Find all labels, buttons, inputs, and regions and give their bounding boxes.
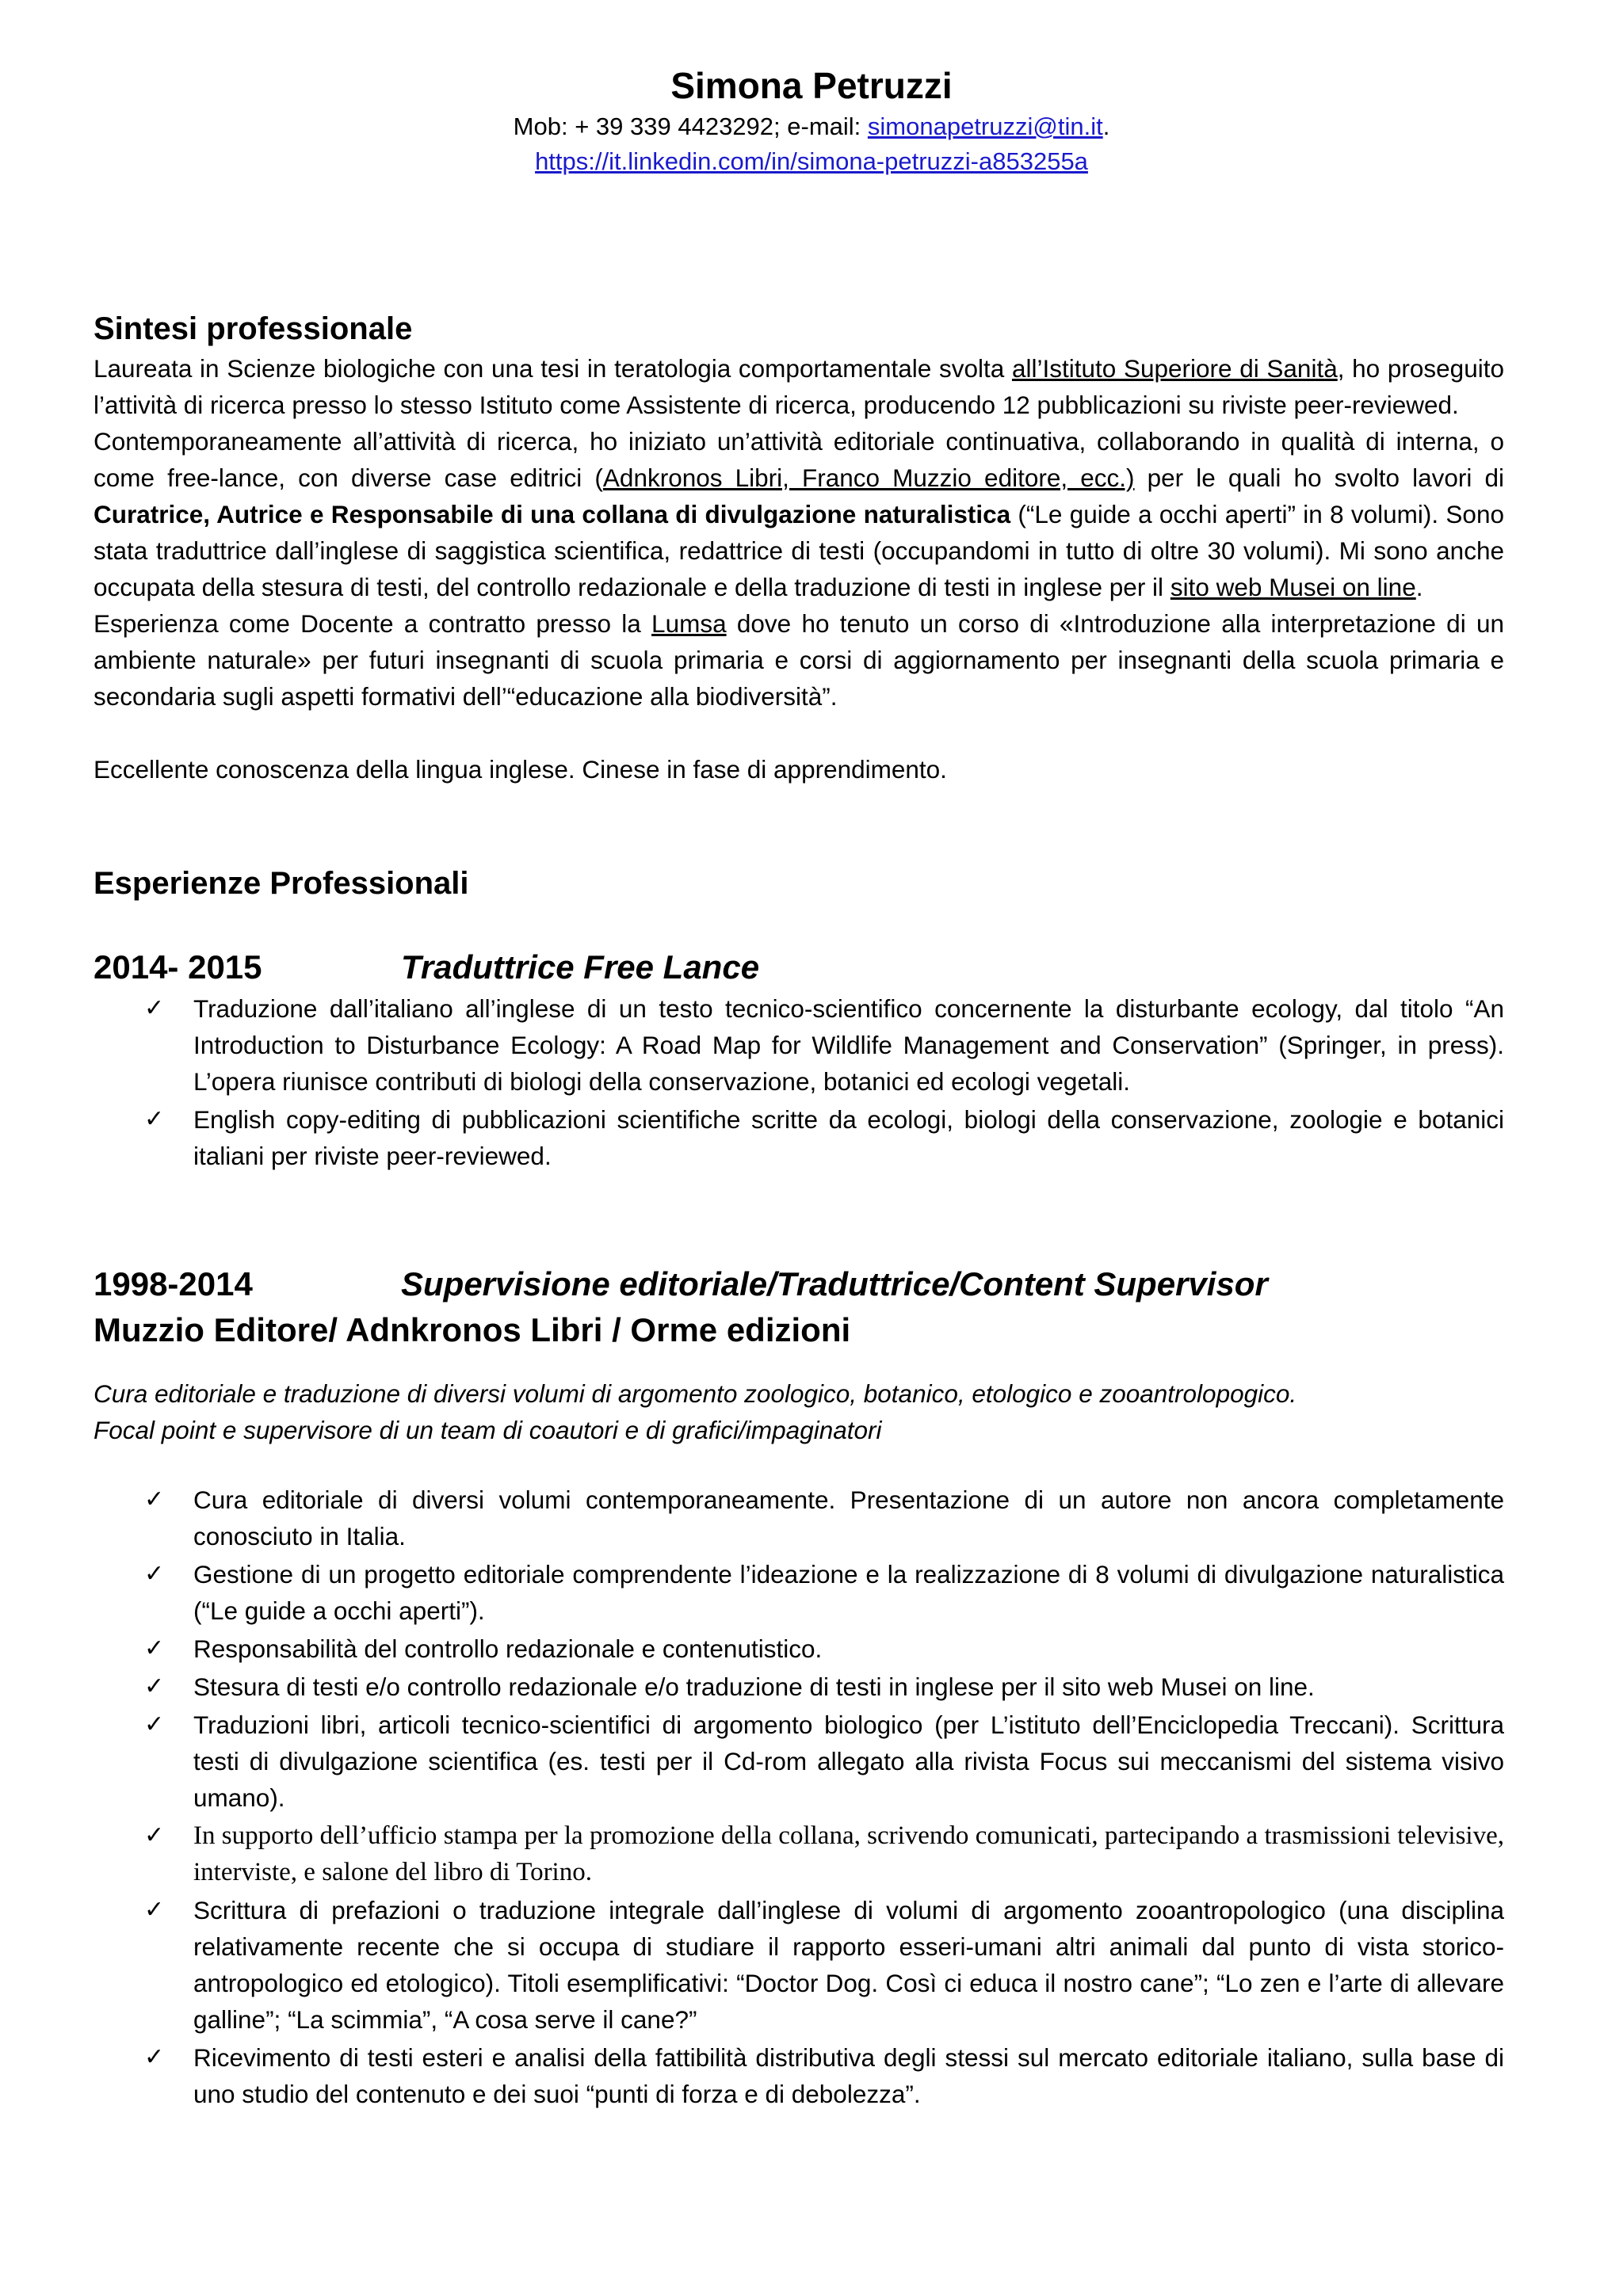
candidate-name: Simona Petruzzi: [670, 65, 953, 106]
list-item: ✓ Responsabilità del controllo redazionale e contenutistico.: [94, 1630, 1504, 1667]
job-description-1: Cura editoriale e traduzione di diversi volumi di argomento zoologico, botanico, etologico e zooantrolopogico.: [94, 1379, 1297, 1408]
musei-link[interactable]: sito web Musei on line: [1170, 573, 1416, 601]
job-company: Muzzio Editore/ Adnkronos Libri / Orme edizioni: [94, 1311, 851, 1348]
check-icon: ✓: [144, 994, 165, 1022]
sintesi-paragraph-2: Contemporaneamente all’attività di ricerca, ho iniziato un’attività editoriale continuativa, collaborando in qualità di interna, o come free-lance, con diverse case editrici (Adnkronos Libri, Franco Muzzio editore, ecc.) per le quali ho svolto lavori di Curatrice, Autrice e Responsabile di una collana di divulgazione naturalistica (“Le guide a occhi aperti” in 8 volumi). Sono stata traduttrice dall’inglese di saggistica scientifica, redattrice di testi (occupandomi in tutto di oltre 30 volumi). Mi sono anche occupata della stesura di testi, del controllo redazionale e della traduzione di testi in inglese per il sito web Musei on line.: [94, 427, 1504, 601]
list-item: ✓ Gestione di un progetto editoriale comprendente l’ideazione e la realizzazione di 8 volumi di divulgazione naturalistica (“Le guide a occhi aperti”).: [94, 1556, 1504, 1629]
job-years: 2014- 2015: [94, 948, 262, 986]
check-icon: ✓: [144, 1105, 165, 1133]
cv-content: [94, 307, 1504, 2114]
sintesi-paragraph-4: Eccellente conoscenza della lingua inglese. Cinese in fase di apprendimento.: [94, 755, 947, 784]
sintesi-paragraph-3: Esperienza come Docente a contratto presso la Lumsa dove ho tenuto un corso di «Introduzione alla interpretazione di un ambiente naturale» per futuri insegnanti di scuola primaria e corsi di aggiornamento per insegnanti della scuola primaria e secondaria sugli aspetti formativi dell’“educazione alla biodiversità”.: [94, 609, 1505, 711]
check-icon: ✓: [144, 1634, 165, 1662]
check-icon: ✓: [144, 2043, 165, 2071]
job-years: 1998-2014: [94, 1265, 253, 1302]
linkedin-line: [0, 144, 1623, 179]
list-item: ✓ Cura editoriale di diversi volumi contemporaneamente. Presentazione di un autore non ancora completamente conosciuto in Italia.: [94, 1482, 1504, 1554]
list-item: ✓ Ricevimento di testi esteri e analisi della fattibilità distributiva degli stessi sul mercato editoriale italiano, sulla base di uno studio del contenuto e dei suoi “punti di forza e di debolezza”.: [94, 2039, 1504, 2112]
check-icon: ✓: [144, 1896, 165, 1924]
job-header-2: [94, 1261, 1504, 1307]
section-heading-sintesi: Sintesi professionale: [94, 311, 413, 346]
linkedin-link[interactable]: https://it.linkedin.com/in/simona-petruzzi-a853255a: [535, 147, 1088, 175]
section-heading-esperienze: Esperienze Professionali: [94, 866, 469, 901]
list-item: ✓ Traduzione dall’italiano all’inglese di un testo tecnico-scientifico concernente la disturbante ecology, dal titolo “An Introduction to Disturbance Ecology: A Road Map for Wildlife Management and Conservation” (Springer, in press). L’opera riunisce contributi di biologi della conservazione, botanici ed ecologi vegetali.: [94, 990, 1504, 1100]
contact-line: [0, 109, 1623, 144]
sintesi-paragraph-1: Laureata in Scienze biologiche con una tesi in teratologia comportamentale svolta all’Istituto Superiore di Sanità, ho proseguito l’attività di ricerca presso lo stesso Istituto come Assistente di ricerca, producendo 12 pubblicazioni su riviste peer-reviewed.: [94, 354, 1504, 419]
job-1-bullets: [94, 990, 1504, 1174]
contact-period: .: [1102, 113, 1110, 140]
check-icon: ✓: [144, 1821, 165, 1849]
job-title: Supervisione editoriale/Traduttrice/Content Supervisor: [401, 1265, 1268, 1302]
list-item: ✓ Scrittura di prefazioni o traduzione integrale dall’inglese di volumi di argomento zooantropologico (una disciplina relativamente recente che si occupa di studiare il rapporto esseri-umani altri animali dal punto di vista storico-antropologico ed etologico). Titoli esemplificativi: “Doctor Dog. Così ci educa il nostro cane”; “Lo zen e l’arte di allevare galline”; “La scimmia”, “A cosa serve il cane?”: [94, 1892, 1504, 2038]
list-item: ✓ Traduzioni libri, articoli tecnico-scientifici di argomento biologico (per L’istituto dell’Enciclopedia Treccani). Scrittura testi di divulgazione scientifica (es. testi per il Cd-rom allegato alla rivista Focus sui meccanismi del sistema visivo umano).: [94, 1707, 1504, 1816]
check-icon: ✓: [144, 1711, 165, 1738]
publishers-link[interactable]: Adnkronos Libri, Franco Muzzio editore, ecc.): [602, 463, 1135, 492]
job-description-2: Focal point e supervisore di un team di coautori e di grafici/impaginatori: [94, 1416, 882, 1444]
check-icon: ✓: [144, 1672, 165, 1700]
cv-header: [0, 62, 1623, 179]
list-item: ✓ English copy-editing di pubblicazioni scientifiche scritte da ecologi, biologi della conservazione, zoologie e botanici italiani per riviste peer-reviewed.: [94, 1101, 1504, 1174]
iss-link[interactable]: all’Istituto Superiore di Sanità: [1011, 354, 1338, 383]
phone-text: Mob: + 39 339 4423292; e-mail:: [513, 113, 868, 140]
job-title: Traduttrice Free Lance: [401, 948, 760, 986]
check-icon: ✓: [144, 1560, 165, 1588]
list-item: ✓ Stesura di testi e/o controllo redazionale e/o traduzione di testi in inglese per il sito web Musei on line.: [94, 1669, 1504, 1705]
list-item: ✓ In supporto dell’ufficio stampa per la promozione della collana, scrivendo comunicati, partecipando a trasmissioni televisive, interviste, e salone del libro di Torino.: [94, 1817, 1504, 1890]
check-icon: ✓: [144, 1486, 165, 1513]
email-link[interactable]: simonapetruzzi@tin.it: [867, 113, 1103, 140]
job-header-1: [94, 944, 1504, 990]
lumsa-link[interactable]: Lumsa: [651, 609, 727, 638]
job-2-bullets: [94, 1482, 1504, 2112]
